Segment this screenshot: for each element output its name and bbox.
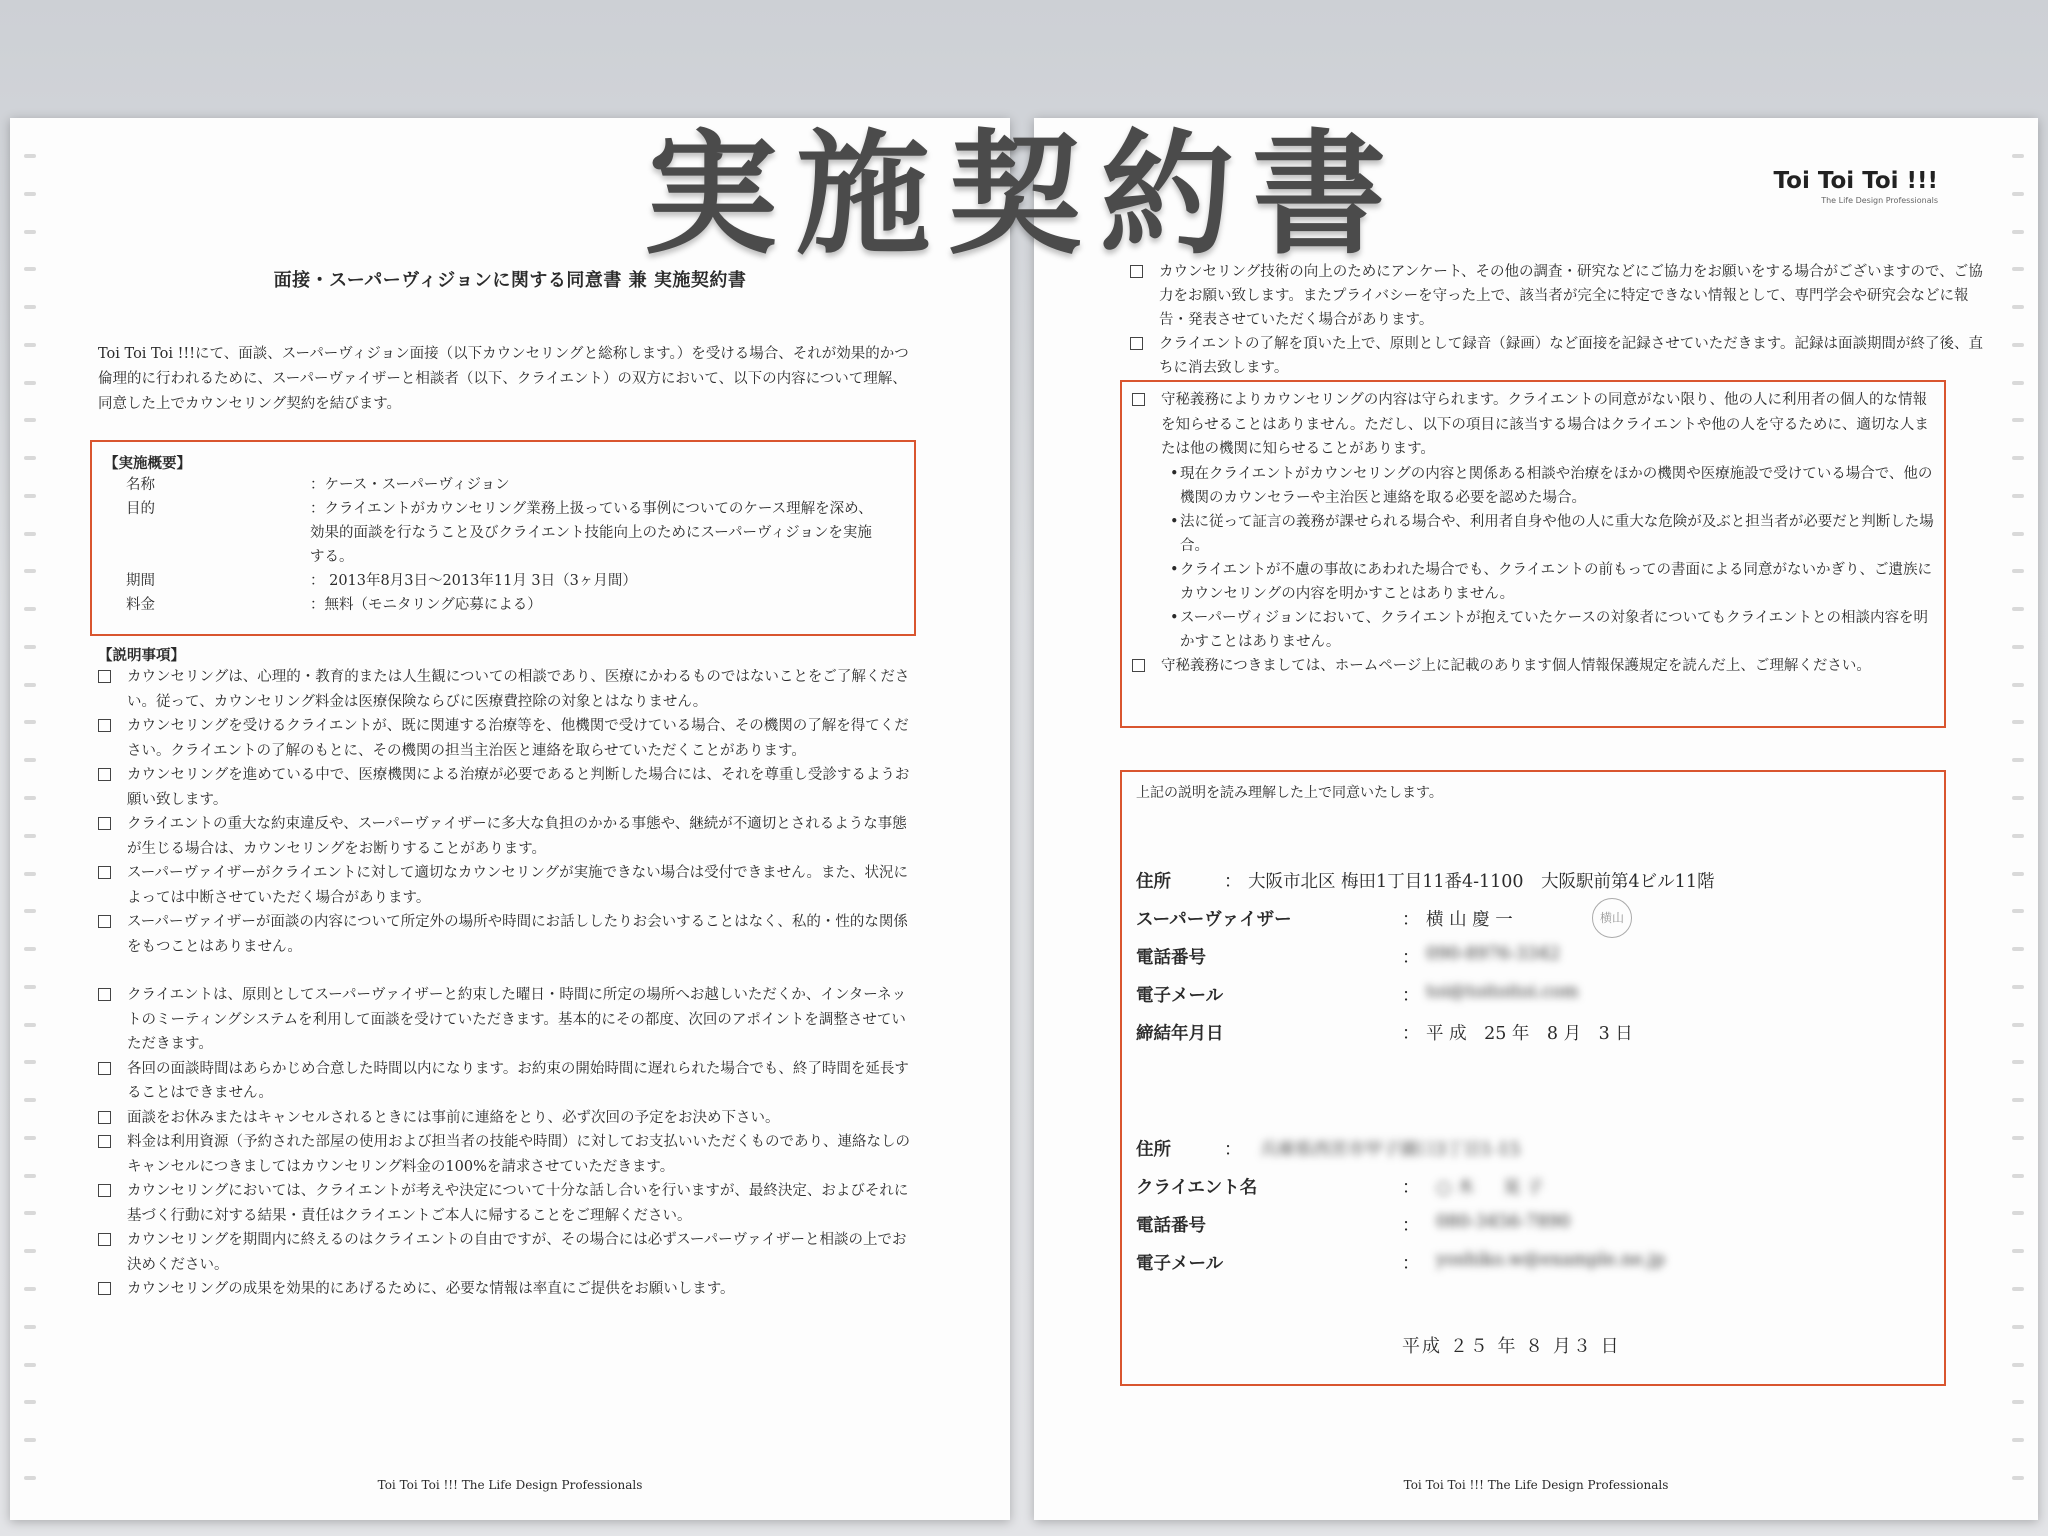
- document-page-left: [10, 118, 1010, 1520]
- slide-title: 実施契約書: [643, 117, 1404, 273]
- bullet-text: スーパーヴィジョンにおいて、クライエントが抱えていたケースの対象者についてもクライエントとの相談内容を明かすことはありません。: [1180, 609, 1929, 650]
- checklist-item: [98, 861, 918, 910]
- checklist-item: [98, 1228, 918, 1277]
- overview-label: 【実施概要】: [104, 455, 191, 472]
- binder-hole: [2012, 758, 2024, 762]
- checkbox[interactable]: [98, 817, 111, 830]
- binder-hole: [2012, 720, 2024, 724]
- binder-hole: [24, 569, 36, 573]
- checkbox[interactable]: [98, 866, 111, 879]
- binder-hole: [24, 607, 36, 611]
- checkbox[interactable]: [98, 1062, 111, 1075]
- field-label: 締結年月日: [1136, 1024, 1224, 1044]
- checklist-text: クライエントは、原則としてスーパーヴァイザーと約束した曜日・時間に所定の場所へお越しいただくか、インターネットのミーティングシステムを利用して面談を受けていただきます。基本的にその都度、次回のアポイントを調整させていただきます。: [127, 987, 907, 1052]
- contract-date: 平 成 25 年 8 月 3 日: [1426, 1024, 1633, 1044]
- checklist-item: [98, 983, 918, 1057]
- binder-hole: [24, 343, 36, 347]
- notes-section: [98, 644, 918, 1302]
- checklist-text: カウンセリングにおいては、クライエントが考えや決定について十分な話し合いを行いますが、最終決定、およびそれに基づく行動に対する結果・責任はクライエントご本人に帰することをご理解ください。: [127, 1183, 909, 1224]
- binder-hole: [24, 1060, 36, 1064]
- supervisor-phone: 090-8976-3342: [1426, 944, 1561, 964]
- checkbox[interactable]: [98, 988, 111, 1001]
- checklist-text: 守秘義務につきましては、ホームページ上に記載のあります個人情報保護規定を読んだ上、ご理解ください。: [1161, 657, 1871, 674]
- binder-hole: [24, 985, 36, 989]
- binder-hole: [24, 947, 36, 951]
- notes-group: [98, 983, 918, 1302]
- checkbox[interactable]: [98, 1282, 111, 1295]
- checkbox[interactable]: [98, 768, 111, 781]
- logo-main: Toi Toi Toi !!!: [1773, 168, 1938, 194]
- overview-key: 名称: [126, 477, 155, 493]
- binder-hole: [24, 1098, 36, 1102]
- binder-hole: [2012, 1249, 2024, 1253]
- page-footer: Toi Toi Toi !!! The Life Design Professionals: [1403, 1478, 1669, 1492]
- supervisor-address: 大阪市北区 梅田1丁目11番4-1100 大阪駅前第4ビル11階: [1248, 872, 1715, 892]
- binder-hole: [2012, 456, 2024, 460]
- binder-hole: [24, 1438, 36, 1442]
- binder-holes: [2012, 154, 2026, 1480]
- bullet-item: • クライエントが不慮の事故にあわれた場合でも、クライエントの前もっての書面による同意がないかぎり、ご遺族にカウンセリングの内容を明かすことはありません。: [1132, 558, 1938, 606]
- binder-hole: [2012, 305, 2024, 309]
- document-heading: 面接・スーパーヴィジョンに関する同意書 兼 実施契約書: [273, 270, 747, 291]
- binder-hole: [2012, 494, 2024, 498]
- binder-hole: [2012, 1325, 2024, 1329]
- binder-hole: [2012, 645, 2024, 649]
- bullet-text: 現在クライエントがカウンセリングの内容と関係ある相談や治療をほかの機関や医療施設で受けている場合で、他の機関のカウンセラーや主治医と連絡を取る必要を認めた場合。: [1180, 465, 1933, 506]
- checklist-item: [1132, 654, 1938, 679]
- confidentiality-section: [1120, 380, 1946, 728]
- binder-hole: [2012, 343, 2024, 347]
- overview-row: [104, 497, 902, 569]
- checklist-item: [98, 1130, 918, 1179]
- binder-hole: [24, 683, 36, 687]
- checklist-item: [98, 1277, 918, 1302]
- checklist-text: カウンセリングを進めている中で、医療機関による治療が必要であると判断した場合には、それを尊重し受診するようお願い致します。: [127, 767, 910, 808]
- checklist-text: 守秘義務によりカウンセリングの内容は守られます。クライエントの同意がない限り、他の人に利用者の個人的な情報を知らせることはありません。ただし、以下の項目に該当する場合はクライエントや他の人を守るために、適切な人または他の機関に知らせることがあります。: [1161, 392, 1929, 457]
- binder-hole: [2012, 1174, 2024, 1178]
- bullet-text: 法に従って証言の義務が課せられる場合や、利用者自身や他の人に重大な危険が及ぶと担当者が必要だと判断した場合。: [1180, 513, 1934, 554]
- checklist-text: スーパーヴァイザーが面談の内容について所定外の場所や時間にお話ししたりお会いすることはなく、私的・性的な関係をもつことはありません。: [127, 914, 908, 955]
- binder-hole: [24, 532, 36, 536]
- binder-hole: [2012, 683, 2024, 687]
- binder-hole: [2012, 532, 2024, 536]
- bullet-item: • 現在クライエントがカウンセリングの内容と関係ある相談や治療をほかの機関や医療施設で受けている場合で、他の機関のカウンセラーや主治医と連絡を取る必要を認めた場合。: [1132, 462, 1938, 510]
- binder-hole: [24, 720, 36, 724]
- binder-hole: [24, 796, 36, 800]
- binder-hole: [2012, 1098, 2024, 1102]
- checklist-text: カウンセリングは、心理的・教育的または人生観についての相談であり、医療にかわるものではないことをご了解ください。従って、カウンセリング料金は医療保険ならびに医療費控除の対象とはなりません。: [127, 669, 910, 710]
- notes-group: [98, 665, 918, 959]
- binder-hole: [2012, 1400, 2024, 1404]
- field-label: 住所: [1136, 1140, 1171, 1160]
- binder-hole: [2012, 1136, 2024, 1140]
- personal-seal: 横山: [1592, 898, 1632, 938]
- binder-hole: [24, 758, 36, 762]
- binder-hole: [2012, 381, 2024, 385]
- binder-hole: [24, 645, 36, 649]
- consent-lead: 上記の説明を読み理解した上で同意いたします。: [1136, 785, 1443, 801]
- binder-hole: [24, 1136, 36, 1140]
- overview-section: [90, 440, 916, 636]
- checklist-item: [98, 910, 918, 959]
- binder-hole: [2012, 947, 2024, 951]
- handwritten-signed-date: 平成 ２５ 年 ８ 月３ 日: [1402, 1336, 1621, 1357]
- binder-hole: [2012, 1287, 2024, 1291]
- overview-row: [104, 473, 902, 497]
- binder-hole: [2012, 1438, 2024, 1442]
- checkbox[interactable]: [98, 670, 111, 683]
- checklist-text: クライエントの重大な約束違反や、スーパーヴァイザーに多大な負担のかかる事態や、継続が不適切とされるような事態が生じる場合は、カウンセリングをお断りすることがあります。: [127, 816, 907, 857]
- client-address: 兵庫県西宮市甲子園口3丁目1-15: [1260, 1140, 1521, 1160]
- field-label: スーパーヴァイザー: [1136, 910, 1292, 930]
- consent-section: 上記の説明を読み理解した上で同意いたします。 住所 ： 大阪市北区 梅田1丁目11番4-1100 大阪駅前第4ビル11階 スーパーヴァイザー ： 横 山 慶 一 横山 電話番号 ： 090-8976-3342 電子メール ： toi@toitoitoi.com 締結年月日 ： 平 成 25 年 8 月 3 日 住所 ： 兵庫県西宮市甲子園口3丁目1-15 クライエント名 ： ○ 木 晃 子 電話番号 ： 080-3456-7890 電子メール ： yoshiko.w@example.ne.jp 平成 ２５ 年 ８ 月３ 日: [1120, 770, 1946, 1386]
- field-label: クライエント名: [1136, 1178, 1258, 1198]
- overview-row: [104, 593, 902, 617]
- checkbox[interactable]: [98, 1135, 111, 1148]
- checklist-item: [98, 1106, 918, 1131]
- binder-hole: [24, 872, 36, 876]
- logo-tagline: The Life Design Professionals: [1821, 196, 1938, 205]
- checklist-text: 各回の面談時間はあらかじめ合意した時間以内になります。お約束の開始時間に遅れられた場合でも、終了時間を延長することはできません。: [127, 1060, 909, 1101]
- checklist-item: [1130, 332, 1986, 380]
- field-label: 住所: [1136, 872, 1171, 892]
- overview-key: 料金: [126, 597, 155, 613]
- client-email: yoshiko.w@example.ne.jp: [1436, 1250, 1665, 1270]
- overview-value: ：無料（モニタリング応募による）: [310, 597, 542, 613]
- binder-hole: [24, 494, 36, 498]
- checklist-text: カウンセリングを期間内に終えるのはクライエントの自由ですが、その場合には必ずスーパーヴァイザーと相談の上でお決めください。: [127, 1232, 907, 1273]
- bullet-text: クライエントが不慮の事故にあわれた場合でも、クライエントの前もっての書面による同意がないかぎり、ご遺族にカウンセリングの内容を明かすことはありません。: [1180, 561, 1932, 602]
- checkbox[interactable]: [1132, 393, 1145, 406]
- field-label: 電話番号: [1136, 1216, 1206, 1236]
- checklist-text: クライエントの了解を頂いた上で、原則として録音（録画）など面接を記録させていただきます。記録は面談期間が終了後、直ちに消去致します。: [1159, 336, 1984, 376]
- checklist-item: [98, 714, 918, 763]
- binder-hole: [2012, 418, 2024, 422]
- binder-hole: [24, 1287, 36, 1291]
- checkbox[interactable]: [98, 1184, 111, 1197]
- binder-hole: [24, 1249, 36, 1253]
- binder-hole: [2012, 1211, 2024, 1215]
- checklist-item: [98, 812, 918, 861]
- binder-hole: [2012, 909, 2024, 913]
- checklist-text: スーパーヴァイザーがクライエントに対して適切なカウンセリングが実施できない場合は受付できません。また、状況によっては中断させていただく場合があります。: [127, 865, 908, 906]
- overview-value: ：クライエントがカウンセリング業務上扱っている事例についてのケース理解を深め、効果的面談を行なうこと及びクライエント技能向上のためにスーパーヴィジョンを実施する。: [310, 501, 873, 565]
- binder-hole: [2012, 985, 2024, 989]
- client-phone: 080-3456-7890: [1436, 1212, 1571, 1232]
- checklist-text: カウンセリングの成果を効果的にあげるために、必要な情報は率直にご提供をお願いします。: [127, 1281, 735, 1297]
- checklist-item: [1132, 388, 1938, 462]
- checkbox[interactable]: [1132, 659, 1145, 672]
- checklist-item: [98, 763, 918, 812]
- checklist-text: カウンセリング技術の向上のためにアンケート、その他の調査・研究などにご協力をお願いをする場合がございますので、ご協力をお願い致します。またプライバシーを守った上で、該当者が完全に特定できない情報として、専門学会や研究会などに報告・発表させていただく場合があります。: [1159, 264, 1983, 328]
- binder-hole: [2012, 796, 2024, 800]
- binder-hole: [24, 909, 36, 913]
- overview-row: [104, 569, 902, 593]
- binder-hole: [24, 1023, 36, 1027]
- checkbox[interactable]: [98, 1233, 111, 1246]
- supervisor-email: toi@toitoitoi.com: [1426, 982, 1579, 1002]
- checklist-text: 料金は利用資源（予約された部屋の使用および担当者の技能や時間）に対してお支払いいただくものであり、連絡なしのキャンセルにつきましてはカウンセリング料金の100%を請求させていただきます。: [127, 1134, 910, 1175]
- checkbox[interactable]: [98, 1111, 111, 1124]
- intro-paragraph: Toi Toi Toi !!!にて、面談、スーパーヴィジョン面接（以下カウンセリングと総称します。）を受ける場合、それが効果的かつ倫理的に行われるために、スーパーヴァイザーと相談者（以下、クライエント）の双方において、以下の内容について理解、同意した上でカウンセリング契約を結びます。: [98, 346, 909, 412]
- checklist-item: [98, 665, 918, 714]
- overview-key: 目的: [126, 501, 155, 517]
- bullet-item: • 法に従って証言の義務が課せられる場合や、利用者自身や他の人に重大な危険が及ぶと担当者が必要だと判断した場合。: [1132, 510, 1938, 558]
- binder-hole: [24, 381, 36, 385]
- checklist-item: [98, 1179, 918, 1228]
- binder-hole: [2012, 1060, 2024, 1064]
- binder-hole: [24, 418, 36, 422]
- notes-label: 【説明事項】: [98, 647, 185, 664]
- binder-hole: [24, 1174, 36, 1178]
- binder-hole: [2012, 1363, 2024, 1367]
- binder-hole: [2012, 569, 2024, 573]
- binder-hole: [24, 305, 36, 309]
- document-page-right: [1034, 118, 2038, 1520]
- page-footer: Toi Toi Toi !!! The Life Design Professionals: [377, 1478, 643, 1492]
- supervisor-name: 横 山 慶 一: [1426, 910, 1513, 930]
- client-name: ○ 木 晃 子: [1436, 1178, 1544, 1198]
- overview-value: ：ケース・スーパーヴィジョン: [310, 477, 510, 493]
- binder-hole: [2012, 872, 2024, 876]
- checkbox[interactable]: [98, 719, 111, 732]
- binder-hole: [24, 1325, 36, 1329]
- checklist-item: [98, 1057, 918, 1106]
- binder-holes: [24, 154, 38, 1480]
- binder-hole: [2012, 1023, 2024, 1027]
- binder-hole: [2012, 607, 2024, 611]
- binder-hole: [24, 834, 36, 838]
- bullet-item: • スーパーヴィジョンにおいて、クライエントが抱えていたケースの対象者についてもクライエントとの相談内容を明かすことはありません。: [1132, 606, 1938, 654]
- binder-hole: [24, 1400, 36, 1404]
- checkbox[interactable]: [1130, 337, 1143, 350]
- field-label: 電子メール: [1136, 986, 1224, 1006]
- binder-hole: [24, 1211, 36, 1215]
- binder-hole: [24, 456, 36, 460]
- overview-value: ： 2013年8月3日〜2013年11月 3日（3ヶ月間）: [310, 573, 637, 589]
- binder-hole: [24, 1363, 36, 1367]
- checklist-text: カウンセリングを受けるクライエントが、既に関連する治療等を、他機関で受けている場合、その機関の了解を得てください。クライエントの了解のもとに、その機関の担当主治医と連絡を取らせていただくことがあります。: [127, 718, 909, 759]
- field-label: 電話番号: [1136, 948, 1206, 968]
- overview-key: 期間: [126, 573, 155, 589]
- checkbox[interactable]: [98, 915, 111, 928]
- checklist-text: 面談をお休みまたはキャンセルされるときには事前に連絡をとり、必ず次回の予定をお決め下さい。: [127, 1109, 780, 1126]
- field-label: 電子メール: [1136, 1254, 1224, 1274]
- binder-hole: [2012, 834, 2024, 838]
